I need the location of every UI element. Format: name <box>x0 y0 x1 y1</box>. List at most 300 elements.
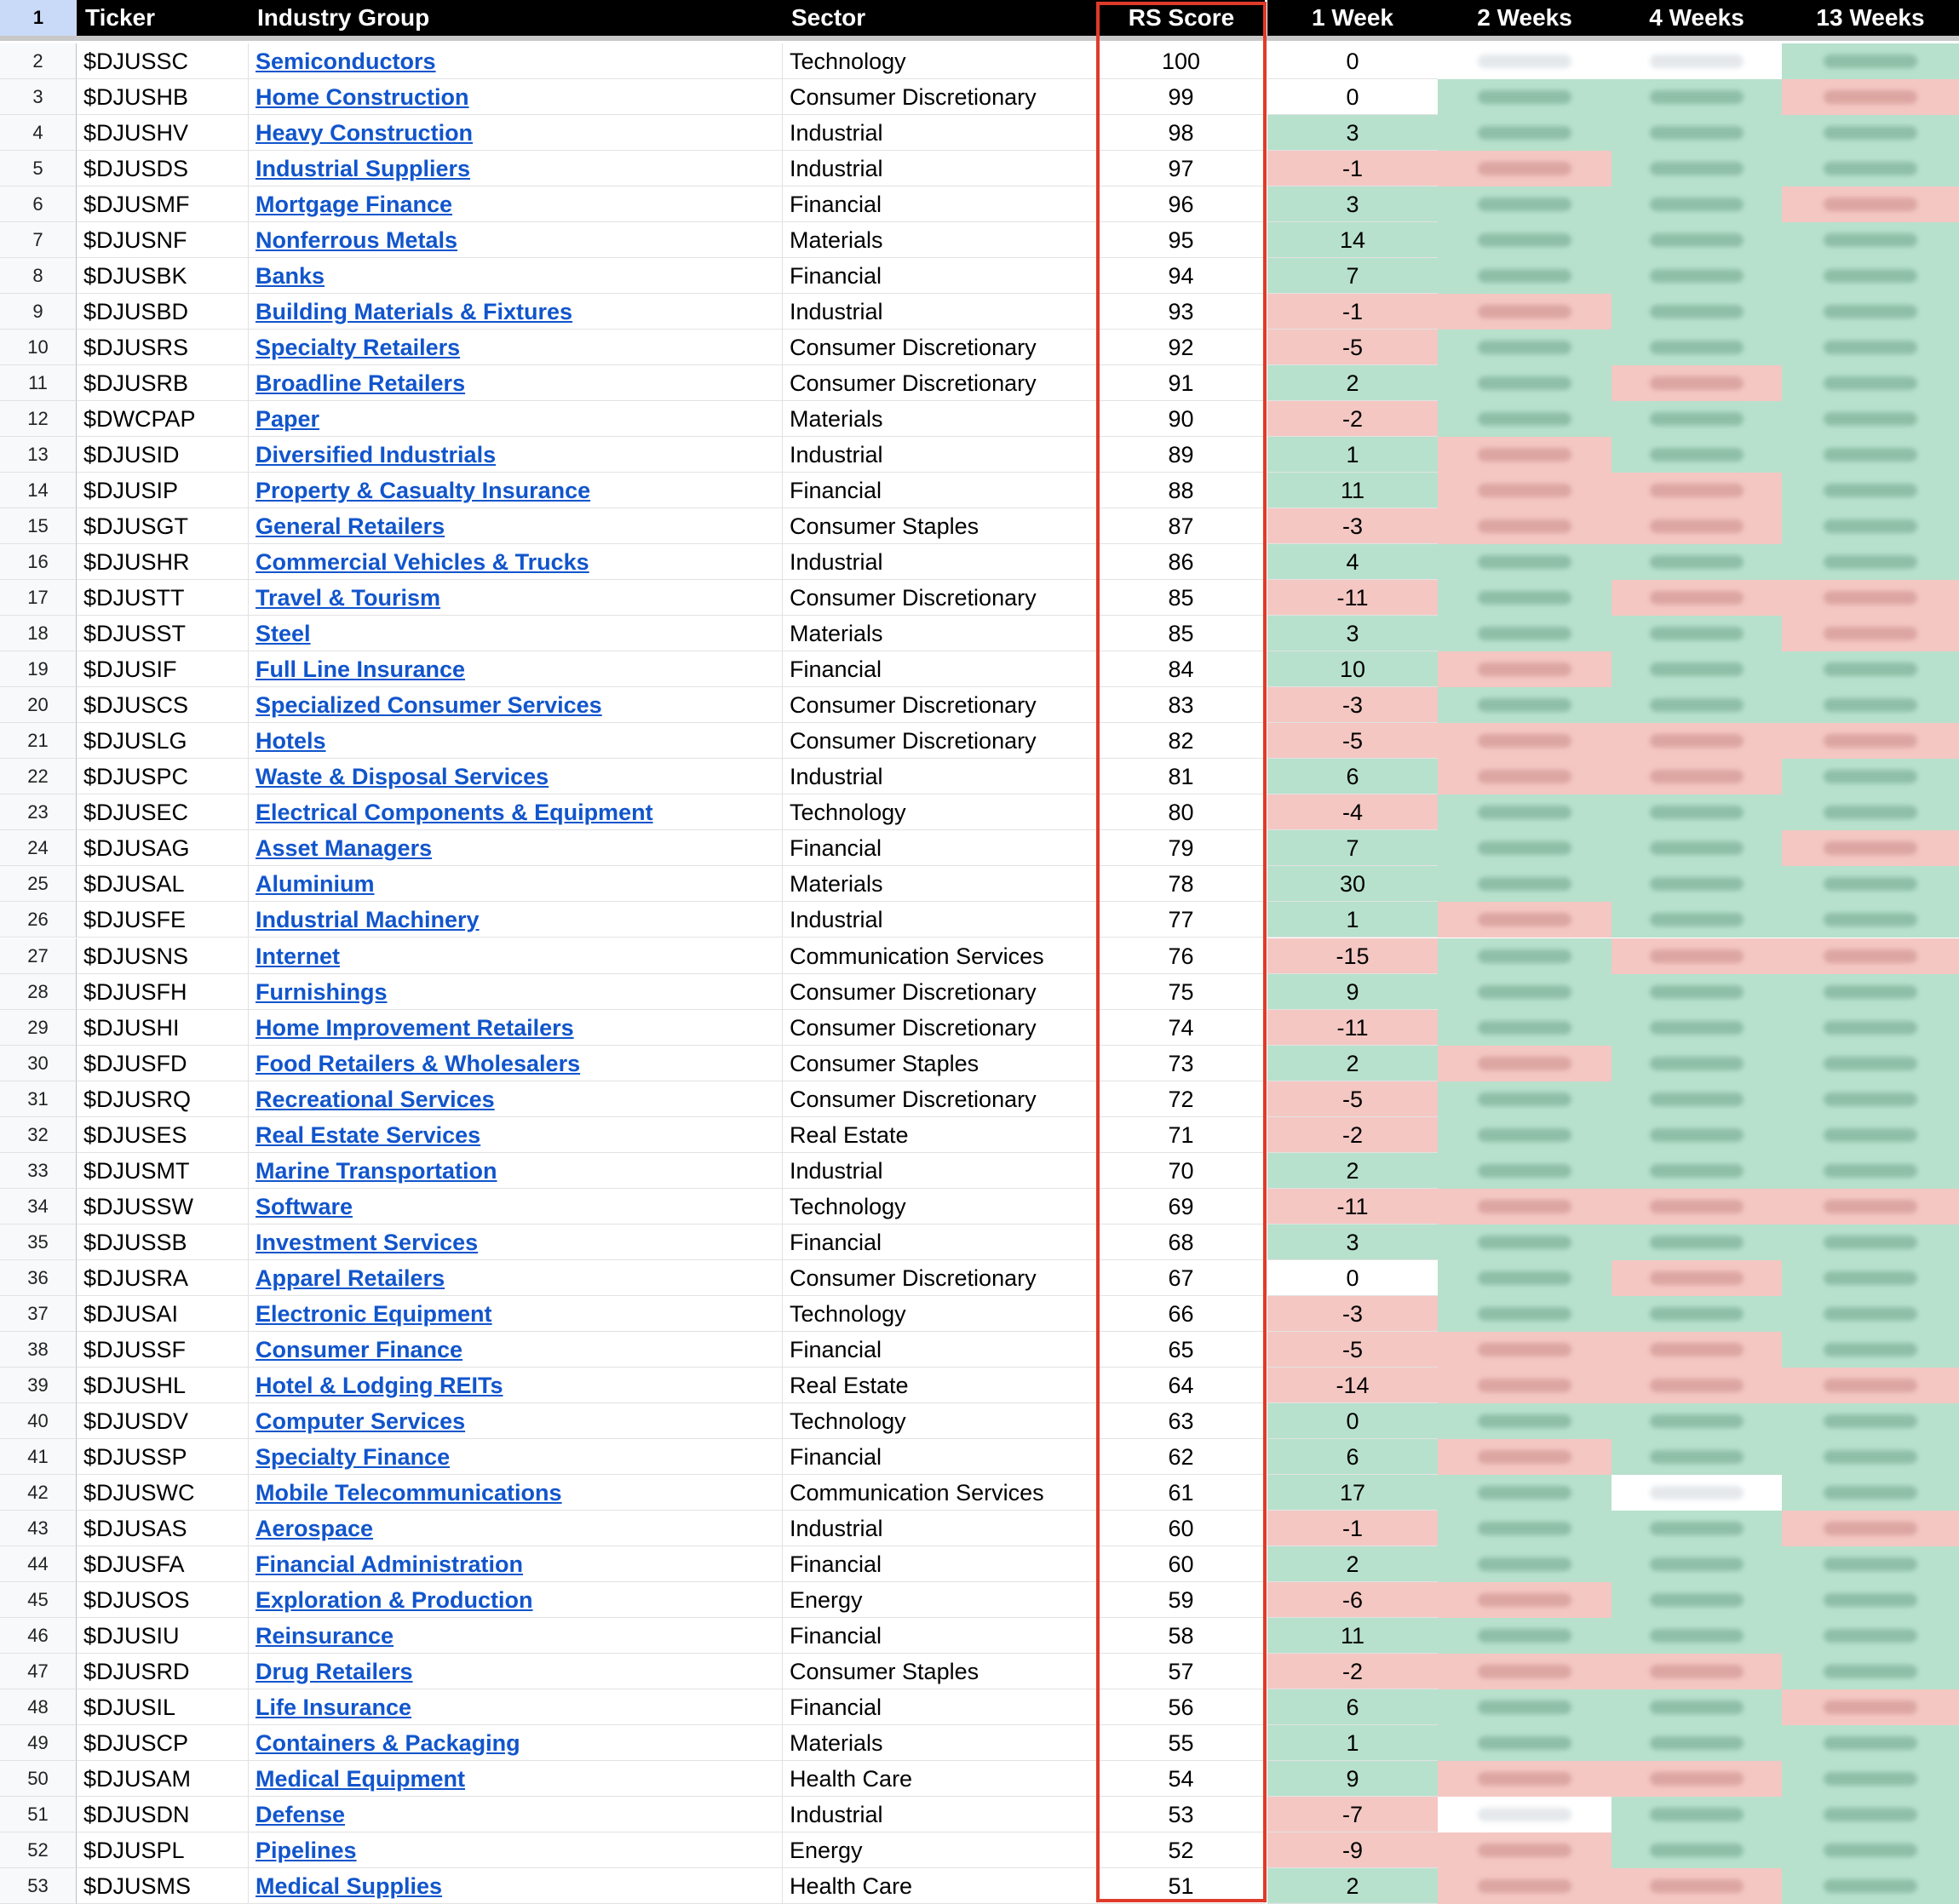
week-1-change-cell[interactable]: 2 <box>1267 1546 1438 1582</box>
week-2-change-cell[interactable] <box>1438 687 1611 723</box>
ticker-cell[interactable]: $DJUSRB <box>77 365 249 401</box>
row-number[interactable]: 48 <box>0 1689 77 1725</box>
week-2-change-cell[interactable] <box>1438 508 1611 544</box>
column-header-2-weeks[interactable]: 2 Weeks <box>1438 0 1611 36</box>
industry-group-link[interactable]: Hotel & Lodging REITs <box>256 1372 503 1398</box>
ticker-cell[interactable]: $DJUSID <box>77 437 249 473</box>
week-2-change-cell[interactable] <box>1438 1403 1611 1439</box>
week-1-change-cell[interactable]: -11 <box>1267 1010 1438 1046</box>
week-2-change-cell[interactable] <box>1438 186 1611 222</box>
week-13-change-cell[interactable] <box>1782 1439 1959 1475</box>
week-2-change-cell[interactable] <box>1438 723 1611 759</box>
week-13-change-cell[interactable] <box>1782 580 1959 616</box>
week-4-change-cell[interactable] <box>1611 1296 1782 1332</box>
week-13-change-cell[interactable] <box>1782 365 1959 401</box>
sector-cell[interactable]: Financial <box>783 1618 1098 1654</box>
week-2-change-cell[interactable] <box>1438 794 1611 830</box>
week-4-change-cell[interactable] <box>1611 1475 1782 1511</box>
week-2-change-cell[interactable] <box>1438 1832 1611 1868</box>
week-2-change-cell[interactable] <box>1438 1368 1611 1403</box>
ticker-cell[interactable]: $DJUSPL <box>77 1832 249 1868</box>
week-4-change-cell[interactable] <box>1611 1546 1782 1582</box>
sector-cell[interactable]: Financial <box>783 258 1098 294</box>
week-2-change-cell[interactable] <box>1438 437 1611 473</box>
week-2-change-cell[interactable] <box>1438 1475 1611 1511</box>
ticker-cell[interactable]: $DJUSTT <box>77 580 249 616</box>
industry-group-link[interactable]: Reinsurance <box>256 1622 394 1649</box>
ticker-cell[interactable]: $DJUSDS <box>77 151 249 186</box>
industry-group-link[interactable]: Home Construction <box>256 84 469 111</box>
week-13-change-cell[interactable] <box>1782 1260 1959 1296</box>
industry-group-cell[interactable] <box>249 974 783 1010</box>
sector-cell[interactable]: Industrial <box>783 437 1098 473</box>
week-2-change-cell[interactable] <box>1438 1761 1611 1797</box>
rs-score-cell[interactable]: 52 <box>1098 1832 1265 1868</box>
industry-group-cell[interactable] <box>249 222 783 258</box>
week-2-change-cell[interactable] <box>1438 43 1611 79</box>
row-number[interactable]: 17 <box>0 580 77 616</box>
industry-group-cell[interactable] <box>249 1618 783 1654</box>
industry-group-link[interactable]: Defense <box>256 1801 346 1827</box>
industry-group-link[interactable]: Drug Retailers <box>256 1658 413 1684</box>
row-number[interactable]: 24 <box>0 830 77 866</box>
week-13-change-cell[interactable] <box>1782 1546 1959 1582</box>
row-number[interactable]: 16 <box>0 544 77 580</box>
industry-group-cell[interactable] <box>249 151 783 186</box>
week-4-change-cell[interactable] <box>1611 1797 1782 1832</box>
week-13-change-cell[interactable] <box>1782 1868 1959 1904</box>
ticker-cell[interactable]: $DJUSSF <box>77 1332 249 1368</box>
industry-group-link[interactable]: Industrial Machinery <box>256 907 480 933</box>
week-13-change-cell[interactable] <box>1782 330 1959 365</box>
industry-group-cell[interactable] <box>249 330 783 365</box>
row-number[interactable]: 20 <box>0 687 77 723</box>
week-13-change-cell[interactable] <box>1782 1618 1959 1654</box>
rs-score-cell[interactable]: 73 <box>1098 1046 1265 1081</box>
week-4-change-cell[interactable] <box>1611 830 1782 866</box>
week-2-change-cell[interactable] <box>1438 115 1611 151</box>
row-number[interactable]: 29 <box>0 1010 77 1046</box>
week-1-change-cell[interactable]: 1 <box>1267 437 1438 473</box>
sector-cell[interactable]: Financial <box>783 830 1098 866</box>
sector-cell[interactable]: Industrial <box>783 544 1098 580</box>
week-2-change-cell[interactable] <box>1438 902 1611 938</box>
week-13-change-cell[interactable] <box>1782 1403 1959 1439</box>
industry-group-link[interactable]: Medical Equipment <box>256 1765 466 1792</box>
row-number[interactable]: 31 <box>0 1081 77 1117</box>
week-13-change-cell[interactable] <box>1782 186 1959 222</box>
row-number[interactable]: 12 <box>0 401 77 437</box>
week-2-change-cell[interactable] <box>1438 1117 1611 1153</box>
week-4-change-cell[interactable] <box>1611 1368 1782 1403</box>
industry-group-link[interactable]: Real Estate Services <box>256 1121 481 1148</box>
industry-group-link[interactable]: Software <box>256 1193 353 1219</box>
week-1-change-cell[interactable]: -5 <box>1267 1332 1438 1368</box>
row-number[interactable]: 38 <box>0 1332 77 1368</box>
industry-group-cell[interactable] <box>249 1153 783 1189</box>
week-1-change-cell[interactable]: -11 <box>1267 580 1438 616</box>
industry-group-cell[interactable] <box>249 1117 783 1153</box>
industry-group-cell[interactable] <box>249 473 783 508</box>
row-number[interactable]: 13 <box>0 437 77 473</box>
ticker-cell[interactable]: $DJUSWC <box>77 1475 249 1511</box>
ticker-cell[interactable]: $DJUSOS <box>77 1582 249 1618</box>
sector-cell[interactable]: Consumer Discretionary <box>783 1260 1098 1296</box>
week-13-change-cell[interactable] <box>1782 1761 1959 1797</box>
industry-group-cell[interactable] <box>249 1475 783 1511</box>
sector-cell[interactable]: Energy <box>783 1832 1098 1868</box>
sector-cell[interactable]: Industrial <box>783 902 1098 938</box>
week-13-change-cell[interactable] <box>1782 43 1959 79</box>
sector-cell[interactable]: Technology <box>783 1189 1098 1224</box>
row-number[interactable]: 30 <box>0 1046 77 1081</box>
week-4-change-cell[interactable] <box>1611 687 1782 723</box>
industry-group-link[interactable]: Electrical Components & Equipment <box>256 800 653 826</box>
row-number[interactable]: 1 <box>0 0 77 36</box>
row-number[interactable]: 49 <box>0 1725 77 1761</box>
week-4-change-cell[interactable] <box>1611 1260 1782 1296</box>
week-1-change-cell[interactable]: 7 <box>1267 258 1438 294</box>
sector-cell[interactable]: Industrial <box>783 1153 1098 1189</box>
industry-group-link[interactable]: Mortgage Finance <box>256 192 453 218</box>
week-4-change-cell[interactable] <box>1611 365 1782 401</box>
row-number[interactable]: 4 <box>0 115 77 151</box>
industry-group-link[interactable]: Financial Administration <box>256 1551 524 1577</box>
week-2-change-cell[interactable] <box>1438 1582 1611 1618</box>
rs-score-cell[interactable]: 67 <box>1098 1260 1265 1296</box>
industry-group-cell[interactable] <box>249 115 783 151</box>
rs-score-cell[interactable]: 98 <box>1098 115 1265 151</box>
week-4-change-cell[interactable] <box>1611 294 1782 330</box>
week-13-change-cell[interactable] <box>1782 938 1959 974</box>
industry-group-cell[interactable] <box>249 1010 783 1046</box>
rs-score-cell[interactable]: 77 <box>1098 902 1265 938</box>
row-number[interactable]: 15 <box>0 508 77 544</box>
industry-group-cell[interactable] <box>249 437 783 473</box>
industry-group-cell[interactable] <box>249 1797 783 1832</box>
ticker-cell[interactable]: $DJUSPC <box>77 759 249 794</box>
week-2-change-cell[interactable] <box>1438 1224 1611 1260</box>
week-1-change-cell[interactable]: -1 <box>1267 1511 1438 1546</box>
week-1-change-cell[interactable]: 11 <box>1267 1618 1438 1654</box>
industry-group-cell[interactable] <box>249 938 783 974</box>
week-1-change-cell[interactable]: 0 <box>1267 1260 1438 1296</box>
week-13-change-cell[interactable] <box>1782 759 1959 794</box>
rs-score-cell[interactable]: 61 <box>1098 1475 1265 1511</box>
industry-group-cell[interactable] <box>249 1582 783 1618</box>
week-13-change-cell[interactable] <box>1782 687 1959 723</box>
industry-group-cell[interactable] <box>249 616 783 651</box>
week-2-change-cell[interactable] <box>1438 1010 1611 1046</box>
week-13-change-cell[interactable] <box>1782 1654 1959 1689</box>
week-13-change-cell[interactable] <box>1782 1081 1959 1117</box>
week-4-change-cell[interactable] <box>1611 544 1782 580</box>
industry-group-cell[interactable] <box>249 1832 783 1868</box>
sector-cell[interactable]: Industrial <box>783 1511 1098 1546</box>
ticker-cell[interactable]: $DJUSCS <box>77 687 249 723</box>
industry-group-cell[interactable] <box>249 1689 783 1725</box>
industry-group-link[interactable]: Apparel Retailers <box>256 1265 445 1291</box>
week-4-change-cell[interactable] <box>1611 473 1782 508</box>
ticker-cell[interactable]: $DJUSAS <box>77 1511 249 1546</box>
rs-score-cell[interactable]: 54 <box>1098 1761 1265 1797</box>
week-13-change-cell[interactable] <box>1782 866 1959 902</box>
week-4-change-cell[interactable] <box>1611 616 1782 651</box>
ticker-cell[interactable]: $DJUSEC <box>77 794 249 830</box>
week-1-change-cell[interactable]: 4 <box>1267 544 1438 580</box>
sector-cell[interactable]: Consumer Staples <box>783 1046 1098 1081</box>
week-13-change-cell[interactable] <box>1782 1332 1959 1368</box>
week-1-change-cell[interactable]: 2 <box>1267 1868 1438 1904</box>
row-number[interactable]: 32 <box>0 1117 77 1153</box>
rs-score-cell[interactable]: 62 <box>1098 1439 1265 1475</box>
week-1-change-cell[interactable]: 3 <box>1267 616 1438 651</box>
ticker-cell[interactable]: $DJUSGT <box>77 508 249 544</box>
row-number[interactable]: 23 <box>0 794 77 830</box>
industry-group-cell[interactable] <box>249 1725 783 1761</box>
rs-score-cell[interactable]: 51 <box>1098 1868 1265 1904</box>
industry-group-link[interactable]: Diversified Industrials <box>256 442 497 468</box>
industry-group-cell[interactable] <box>249 186 783 222</box>
industry-group-link[interactable]: Medical Supplies <box>256 1873 443 1900</box>
industry-group-cell[interactable] <box>249 1403 783 1439</box>
sector-cell[interactable]: Technology <box>783 1403 1098 1439</box>
industry-group-cell[interactable] <box>249 866 783 902</box>
row-number[interactable]: 47 <box>0 1654 77 1689</box>
week-13-change-cell[interactable] <box>1782 1689 1959 1725</box>
week-4-change-cell[interactable] <box>1611 1618 1782 1654</box>
week-2-change-cell[interactable] <box>1438 1618 1611 1654</box>
week-2-change-cell[interactable] <box>1438 1725 1611 1761</box>
ticker-cell[interactable]: $DJUSFD <box>77 1046 249 1081</box>
week-13-change-cell[interactable] <box>1782 1725 1959 1761</box>
week-4-change-cell[interactable] <box>1611 794 1782 830</box>
row-number[interactable]: 18 <box>0 616 77 651</box>
week-4-change-cell[interactable] <box>1611 1010 1782 1046</box>
week-1-change-cell[interactable]: 0 <box>1267 43 1438 79</box>
week-2-change-cell[interactable] <box>1438 866 1611 902</box>
ticker-cell[interactable]: $DJUSIL <box>77 1689 249 1725</box>
industry-group-link[interactable]: General Retailers <box>256 513 445 540</box>
week-2-change-cell[interactable] <box>1438 1260 1611 1296</box>
rs-score-cell[interactable]: 75 <box>1098 974 1265 1010</box>
rs-score-cell[interactable]: 94 <box>1098 258 1265 294</box>
week-2-change-cell[interactable] <box>1438 1511 1611 1546</box>
sector-cell[interactable]: Real Estate <box>783 1368 1098 1403</box>
industry-group-cell[interactable] <box>249 258 783 294</box>
week-13-change-cell[interactable] <box>1782 1046 1959 1081</box>
week-1-change-cell[interactable]: 6 <box>1267 1439 1438 1475</box>
week-13-change-cell[interactable] <box>1782 794 1959 830</box>
week-4-change-cell[interactable] <box>1611 1189 1782 1224</box>
rs-score-cell[interactable]: 70 <box>1098 1153 1265 1189</box>
week-1-change-cell[interactable]: 7 <box>1267 830 1438 866</box>
sector-cell[interactable]: Financial <box>783 651 1098 687</box>
week-13-change-cell[interactable] <box>1782 294 1959 330</box>
sector-cell[interactable]: Consumer Discretionary <box>783 580 1098 616</box>
row-number[interactable]: 22 <box>0 759 77 794</box>
industry-group-link[interactable]: Building Materials & Fixtures <box>256 299 573 325</box>
rs-score-cell[interactable]: 93 <box>1098 294 1265 330</box>
week-13-change-cell[interactable] <box>1782 437 1959 473</box>
rs-score-cell[interactable]: 100 <box>1098 43 1265 79</box>
industry-group-cell[interactable] <box>249 1332 783 1368</box>
week-1-change-cell[interactable]: 1 <box>1267 1725 1438 1761</box>
sector-cell[interactable]: Consumer Discretionary <box>783 330 1098 365</box>
week-1-change-cell[interactable]: -14 <box>1267 1368 1438 1403</box>
week-4-change-cell[interactable] <box>1611 1439 1782 1475</box>
week-13-change-cell[interactable] <box>1782 723 1959 759</box>
sector-cell[interactable]: Financial <box>783 473 1098 508</box>
week-4-change-cell[interactable] <box>1611 1654 1782 1689</box>
week-13-change-cell[interactable] <box>1782 1475 1959 1511</box>
sector-cell[interactable]: Materials <box>783 1725 1098 1761</box>
week-1-change-cell[interactable]: 14 <box>1267 222 1438 258</box>
sector-cell[interactable]: Technology <box>783 43 1098 79</box>
sector-cell[interactable]: Consumer Discretionary <box>783 1010 1098 1046</box>
week-1-change-cell[interactable]: 2 <box>1267 1046 1438 1081</box>
week-1-change-cell[interactable]: -1 <box>1267 151 1438 186</box>
ticker-cell[interactable]: $DJUSLG <box>77 723 249 759</box>
week-13-change-cell[interactable] <box>1782 258 1959 294</box>
ticker-cell[interactable]: $DJUSDV <box>77 1403 249 1439</box>
rs-score-cell[interactable]: 63 <box>1098 1403 1265 1439</box>
week-4-change-cell[interactable] <box>1611 151 1782 186</box>
week-4-change-cell[interactable] <box>1611 43 1782 79</box>
industry-group-link[interactable]: Exploration & Production <box>256 1586 533 1613</box>
week-2-change-cell[interactable] <box>1438 544 1611 580</box>
week-13-change-cell[interactable] <box>1782 1832 1959 1868</box>
rs-score-cell[interactable]: 64 <box>1098 1368 1265 1403</box>
row-number[interactable]: 43 <box>0 1511 77 1546</box>
row-number[interactable]: 33 <box>0 1153 77 1189</box>
rs-score-cell[interactable]: 69 <box>1098 1189 1265 1224</box>
week-2-change-cell[interactable] <box>1438 1439 1611 1475</box>
industry-group-link[interactable]: Banks <box>256 263 325 290</box>
sector-cell[interactable]: Consumer Discretionary <box>783 974 1098 1010</box>
row-number[interactable]: 3 <box>0 79 77 115</box>
row-number[interactable]: 19 <box>0 651 77 687</box>
ticker-cell[interactable]: $DJUSAM <box>77 1761 249 1797</box>
week-2-change-cell[interactable] <box>1438 974 1611 1010</box>
week-2-change-cell[interactable] <box>1438 1868 1611 1904</box>
row-number[interactable]: 21 <box>0 723 77 759</box>
ticker-cell[interactable]: $DJUSNS <box>77 938 249 974</box>
sector-cell[interactable]: Communication Services <box>783 1475 1098 1511</box>
industry-group-link[interactable]: Aerospace <box>256 1515 374 1541</box>
rs-score-cell[interactable]: 83 <box>1098 687 1265 723</box>
rs-score-cell[interactable]: 56 <box>1098 1689 1265 1725</box>
ticker-cell[interactable]: $DJUSFA <box>77 1546 249 1582</box>
row-number[interactable]: 52 <box>0 1832 77 1868</box>
ticker-cell[interactable]: $DJUSIP <box>77 473 249 508</box>
week-2-change-cell[interactable] <box>1438 1689 1611 1725</box>
week-13-change-cell[interactable] <box>1782 401 1959 437</box>
industry-group-link[interactable]: Electronic Equipment <box>256 1300 492 1327</box>
industry-group-link[interactable]: Specialized Consumer Services <box>256 692 602 719</box>
week-1-change-cell[interactable]: 6 <box>1267 1689 1438 1725</box>
week-1-change-cell[interactable]: -6 <box>1267 1582 1438 1618</box>
row-number[interactable]: 36 <box>0 1260 77 1296</box>
week-4-change-cell[interactable] <box>1611 186 1782 222</box>
week-4-change-cell[interactable] <box>1611 1081 1782 1117</box>
week-13-change-cell[interactable] <box>1782 473 1959 508</box>
industry-group-link[interactable]: Mobile Telecommunications <box>256 1479 562 1505</box>
week-13-change-cell[interactable] <box>1782 1189 1959 1224</box>
week-13-change-cell[interactable] <box>1782 115 1959 151</box>
week-4-change-cell[interactable] <box>1611 330 1782 365</box>
sector-cell[interactable]: Industrial <box>783 1797 1098 1832</box>
week-13-change-cell[interactable] <box>1782 1797 1959 1832</box>
sector-cell[interactable]: Financial <box>783 1689 1098 1725</box>
week-4-change-cell[interactable] <box>1611 1153 1782 1189</box>
column-header-industry-group[interactable]: Industry Group <box>249 0 783 36</box>
industry-group-cell[interactable] <box>249 544 783 580</box>
row-number[interactable]: 42 <box>0 1475 77 1511</box>
sector-cell[interactable]: Materials <box>783 401 1098 437</box>
ticker-cell[interactable]: $DJUSSW <box>77 1189 249 1224</box>
week-13-change-cell[interactable] <box>1782 974 1959 1010</box>
industry-group-link[interactable]: Home Improvement Retailers <box>256 1014 574 1041</box>
industry-group-cell[interactable] <box>249 759 783 794</box>
sector-cell[interactable]: Consumer Discretionary <box>783 687 1098 723</box>
week-1-change-cell[interactable]: 3 <box>1267 115 1438 151</box>
row-number[interactable]: 14 <box>0 473 77 508</box>
sector-cell[interactable]: Financial <box>783 186 1098 222</box>
industry-group-cell[interactable] <box>249 1260 783 1296</box>
row-number[interactable]: 5 <box>0 151 77 186</box>
industry-group-link[interactable]: Investment Services <box>256 1229 479 1255</box>
week-4-change-cell[interactable] <box>1611 902 1782 938</box>
week-2-change-cell[interactable] <box>1438 616 1611 651</box>
rs-score-cell[interactable]: 57 <box>1098 1654 1265 1689</box>
week-4-change-cell[interactable] <box>1611 115 1782 151</box>
industry-group-link[interactable]: Specialty Retailers <box>256 335 461 361</box>
rs-score-cell[interactable]: 99 <box>1098 79 1265 115</box>
week-4-change-cell[interactable] <box>1611 974 1782 1010</box>
industry-group-link[interactable]: Paper <box>256 406 320 433</box>
week-13-change-cell[interactable] <box>1782 830 1959 866</box>
ticker-cell[interactable]: $DJUSIF <box>77 651 249 687</box>
sector-cell[interactable]: Health Care <box>783 1868 1098 1904</box>
week-1-change-cell[interactable]: 9 <box>1267 1761 1438 1797</box>
week-2-change-cell[interactable] <box>1438 759 1611 794</box>
ticker-cell[interactable]: $DJUSRQ <box>77 1081 249 1117</box>
week-2-change-cell[interactable] <box>1438 294 1611 330</box>
sector-cell[interactable]: Technology <box>783 794 1098 830</box>
ticker-cell[interactable]: $DJUSRS <box>77 330 249 365</box>
rs-score-cell[interactable]: 68 <box>1098 1224 1265 1260</box>
industry-group-cell[interactable] <box>249 651 783 687</box>
sector-cell[interactable]: Consumer Discretionary <box>783 365 1098 401</box>
week-1-change-cell[interactable]: -5 <box>1267 1081 1438 1117</box>
week-4-change-cell[interactable] <box>1611 1582 1782 1618</box>
week-13-change-cell[interactable] <box>1782 79 1959 115</box>
week-2-change-cell[interactable] <box>1438 580 1611 616</box>
ticker-cell[interactable]: $DJUSDN <box>77 1797 249 1832</box>
industry-group-cell[interactable] <box>249 1511 783 1546</box>
industry-group-cell[interactable] <box>249 1546 783 1582</box>
industry-group-cell[interactable] <box>249 902 783 938</box>
week-4-change-cell[interactable] <box>1611 1689 1782 1725</box>
ticker-cell[interactable]: $DJUSHL <box>77 1368 249 1403</box>
week-1-change-cell[interactable]: 2 <box>1267 1153 1438 1189</box>
rs-score-cell[interactable]: 79 <box>1098 830 1265 866</box>
industry-group-cell[interactable] <box>249 401 783 437</box>
week-4-change-cell[interactable] <box>1611 759 1782 794</box>
rs-score-cell[interactable]: 74 <box>1098 1010 1265 1046</box>
rs-score-cell[interactable]: 86 <box>1098 544 1265 580</box>
